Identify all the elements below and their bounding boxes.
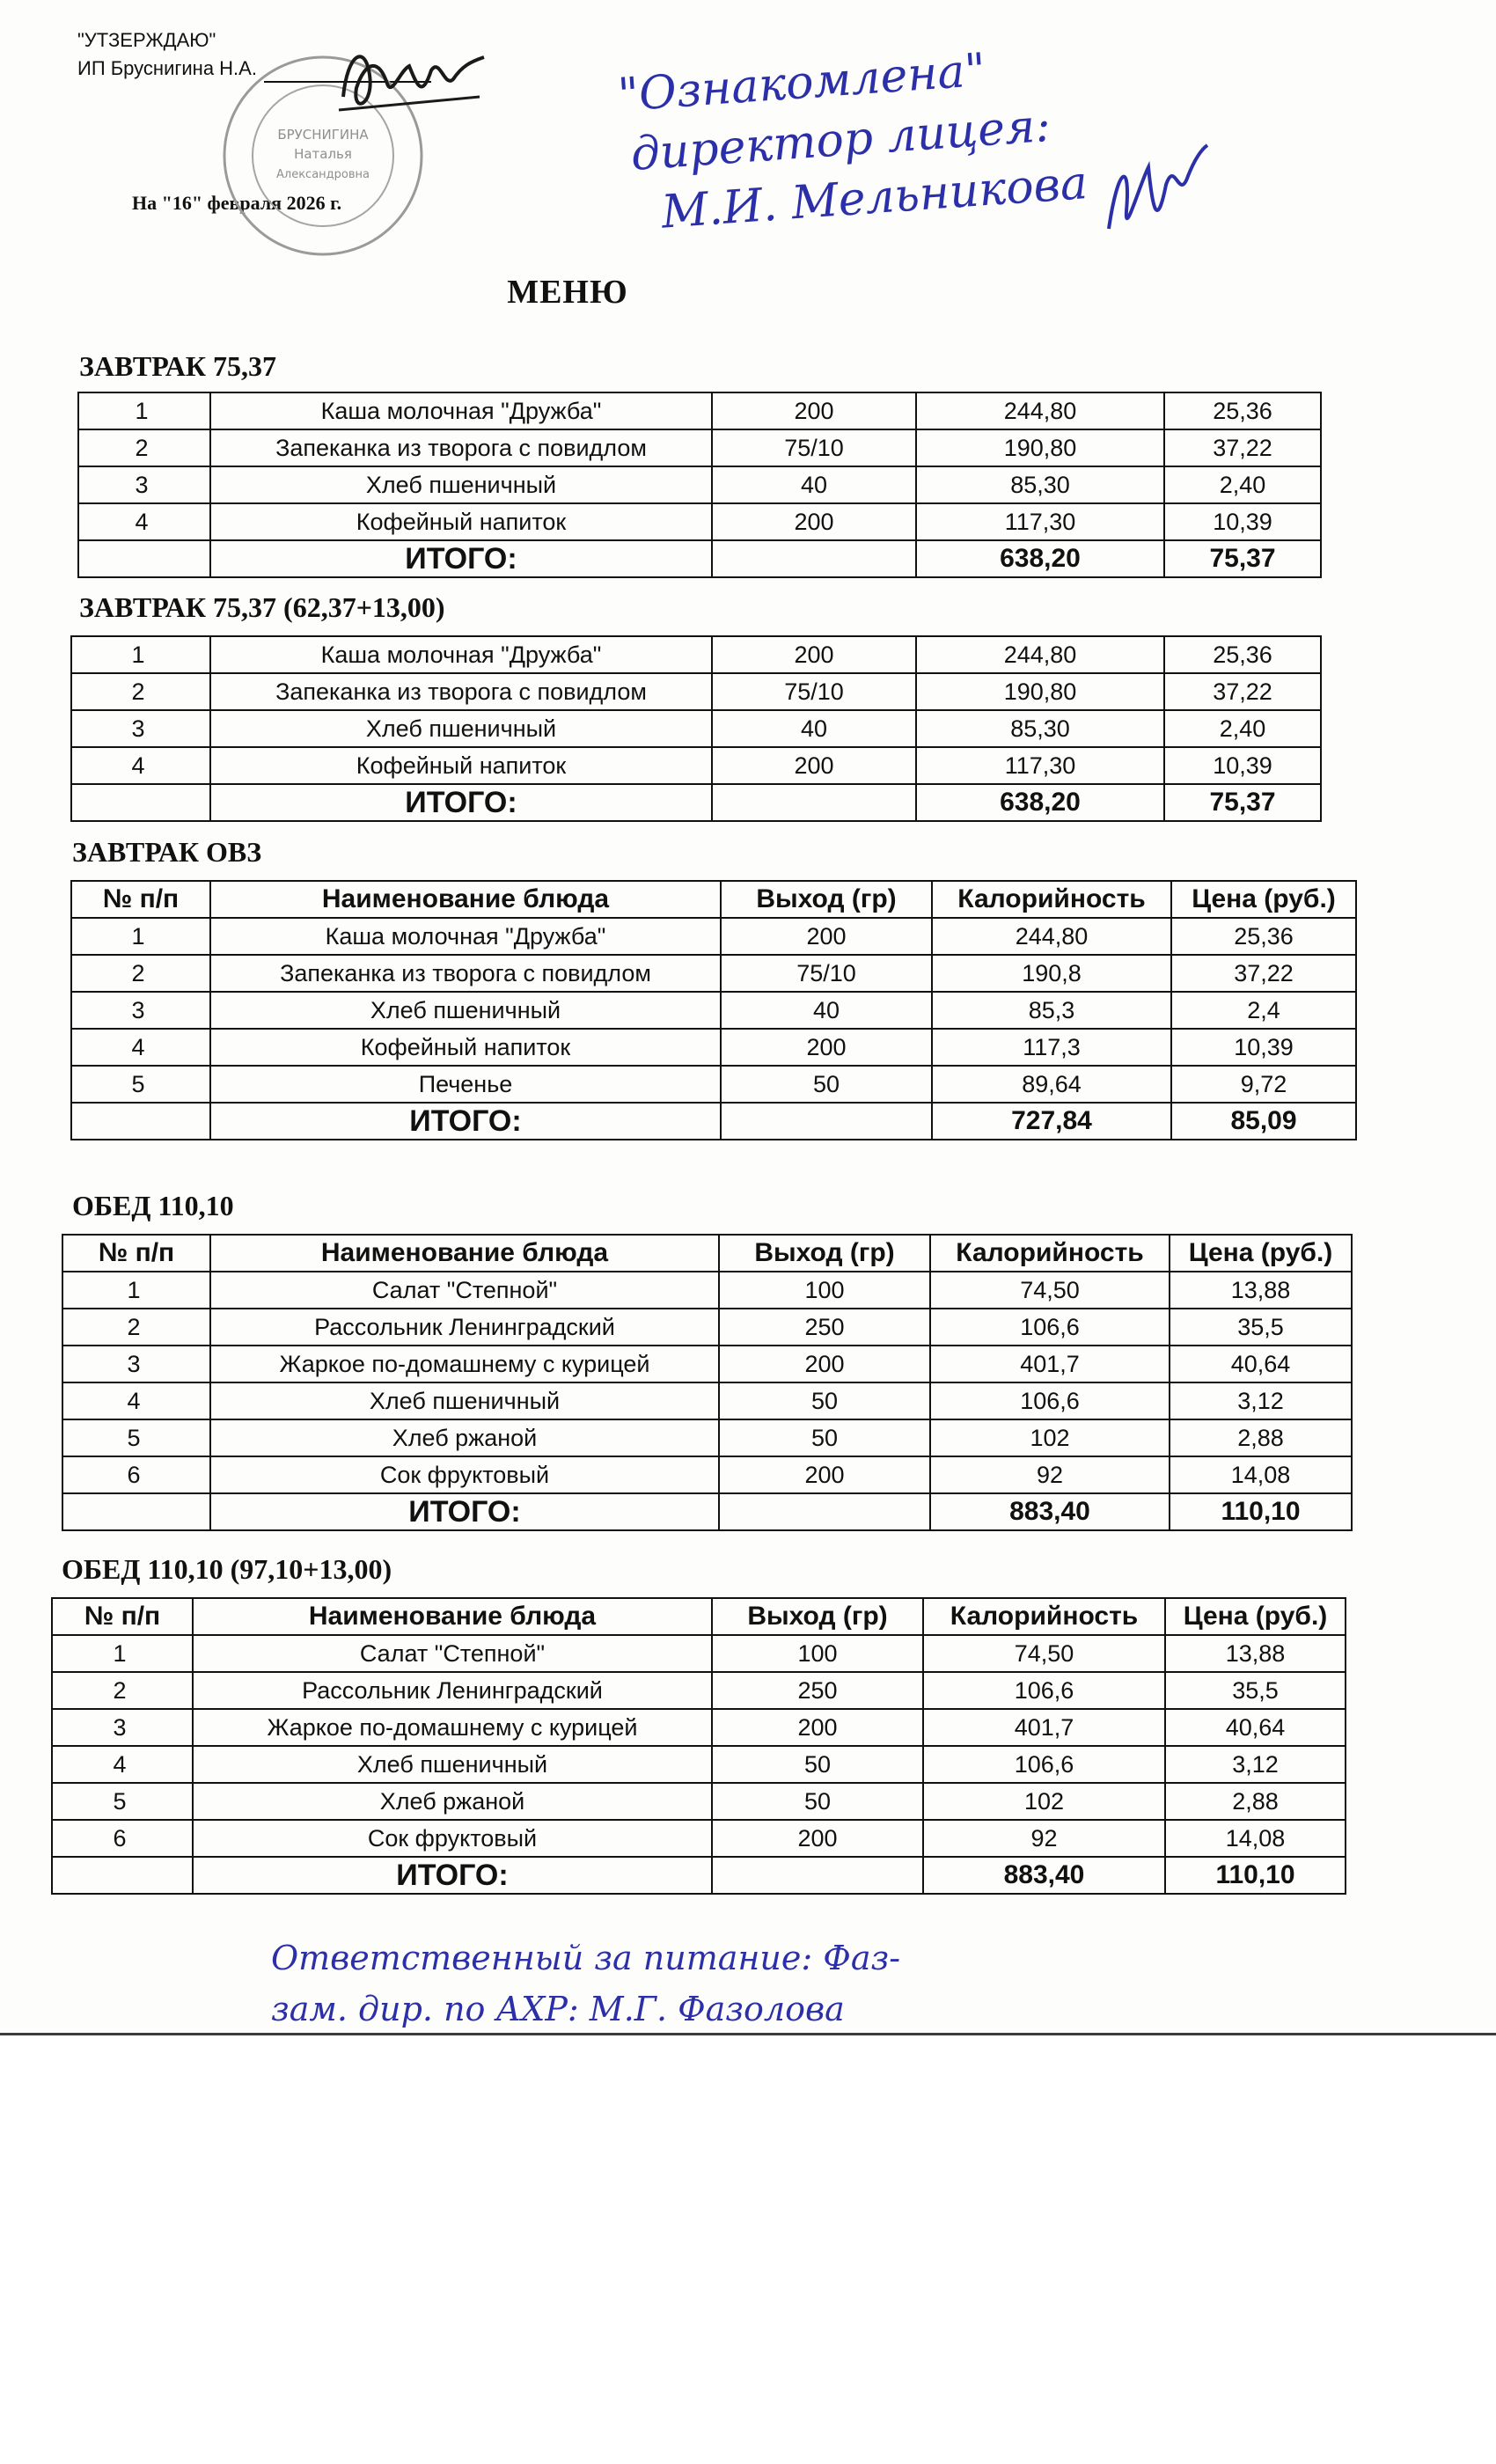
column-header-number: № п/п: [71, 881, 210, 918]
dish-price: 2,88: [1170, 1419, 1352, 1456]
dish-name: Каша молочная "Дружба": [210, 392, 712, 429]
dish-weight: 200: [712, 636, 916, 673]
dish-calories: 74,50: [930, 1272, 1170, 1309]
dish-name: Хлеб пшеничный: [210, 1382, 719, 1419]
dish-price: 14,08: [1165, 1820, 1346, 1857]
dish-price: 10,39: [1164, 747, 1321, 784]
handwritten-responsible-note: [271, 1932, 900, 2035]
dish-name: Каша молочная "Дружба": [210, 636, 712, 673]
total-empty-cell: [721, 1103, 932, 1140]
total-price: 75,37: [1164, 784, 1321, 821]
approval-heading: "УТЗЕРЖДАЮ": [77, 29, 216, 51]
dish-calories: 92: [923, 1820, 1165, 1857]
dish-price: 10,39: [1164, 503, 1321, 540]
dish-price: 35,5: [1165, 1672, 1346, 1709]
table-row: [62, 1382, 1352, 1419]
dish-price: 40,64: [1170, 1346, 1352, 1382]
table-row: [71, 955, 1356, 992]
dish-name: Салат "Степной": [193, 1635, 712, 1672]
table-row: [71, 710, 1321, 747]
dish-price: 25,36: [1164, 392, 1321, 429]
dish-name: Печенье: [210, 1066, 721, 1103]
dish-weight: 200: [712, 747, 916, 784]
dish-calories: 102: [930, 1419, 1170, 1456]
handwritten-line-1: "Ознакомлена": [616, 43, 988, 122]
table-row: [62, 1419, 1352, 1456]
table-row: [71, 1066, 1356, 1103]
table-row: [71, 918, 1356, 955]
row-number: 6: [52, 1820, 193, 1857]
dish-weight: 40: [712, 466, 916, 503]
column-header-weight: Выход (гр): [719, 1235, 930, 1272]
stamp-line-3: Александровна: [276, 168, 370, 181]
table-row: [52, 1783, 1346, 1820]
row-number: 4: [78, 503, 210, 540]
dish-price: 13,88: [1170, 1272, 1352, 1309]
table-row: [78, 503, 1321, 540]
row-number: 4: [71, 1029, 210, 1066]
table-row: [62, 1309, 1352, 1346]
dish-name: Хлеб пшеничный: [210, 992, 721, 1029]
menu-table: [51, 1597, 1346, 1895]
dish-weight: 50: [721, 1066, 932, 1103]
row-number: 4: [62, 1382, 210, 1419]
column-header-calories: Калорийность: [923, 1598, 1165, 1635]
dish-name: Кофейный напиток: [210, 503, 712, 540]
row-number: 2: [62, 1309, 210, 1346]
dish-price: 13,88: [1165, 1635, 1346, 1672]
dish-name: Хлеб ржаной: [210, 1419, 719, 1456]
table-row: [62, 1456, 1352, 1493]
total-empty-cell: [71, 1103, 210, 1140]
dish-weight: 200: [719, 1346, 930, 1382]
table-row: [62, 1272, 1352, 1309]
row-number: 6: [62, 1456, 210, 1493]
dish-price: 37,22: [1164, 673, 1321, 710]
dish-name: Хлеб пшеничный: [193, 1746, 712, 1783]
dish-weight: 200: [712, 392, 916, 429]
table-row: [71, 992, 1356, 1029]
dish-price: 14,08: [1170, 1456, 1352, 1493]
dish-calories: 89,64: [932, 1066, 1171, 1103]
dish-weight: 200: [712, 503, 916, 540]
dish-price: 10,39: [1171, 1029, 1356, 1066]
dish-name: Хлеб ржаной: [193, 1783, 712, 1820]
dish-calories: 102: [923, 1783, 1165, 1820]
dish-weight: 200: [712, 1709, 923, 1746]
section-heading: ЗАВТРАК ОВЗ: [72, 836, 262, 868]
column-header-weight: Выход (гр): [712, 1598, 923, 1635]
section-heading: ЗАВТРАК 75,37: [79, 350, 277, 382]
total-label: ИТОГО:: [210, 784, 712, 821]
table-row: [52, 1746, 1346, 1783]
table-row: [62, 1346, 1352, 1382]
table-row: [52, 1709, 1346, 1746]
dish-name: Рассольник Ленинградский: [210, 1309, 719, 1346]
total-empty-cell: [78, 540, 210, 577]
dish-weight: 50: [719, 1382, 930, 1419]
section-heading: ЗАВТРАК 75,37 (62,37+13,00): [79, 591, 445, 623]
total-price: 85,09: [1171, 1103, 1356, 1140]
dish-name: Хлеб пшеничный: [210, 466, 712, 503]
column-header-price: Цена (руб.): [1165, 1598, 1346, 1635]
row-number: 4: [71, 747, 210, 784]
row-number: 3: [62, 1346, 210, 1382]
dish-calories: 106,6: [930, 1382, 1170, 1419]
dish-weight: 50: [712, 1746, 923, 1783]
table-row: [78, 429, 1321, 466]
dish-calories: 106,6: [923, 1746, 1165, 1783]
total-row: [78, 540, 1321, 577]
dish-calories: 244,80: [916, 636, 1164, 673]
dish-price: 37,22: [1171, 955, 1356, 992]
row-number: 2: [78, 429, 210, 466]
dish-weight: 75/10: [712, 429, 916, 466]
row-number: 3: [71, 992, 210, 1029]
dish-calories: 117,30: [916, 503, 1164, 540]
menu-table: [62, 1234, 1353, 1531]
row-number: 1: [71, 636, 210, 673]
dish-weight: 250: [712, 1672, 923, 1709]
dish-price: 40,64: [1165, 1709, 1346, 1746]
dish-weight: 200: [721, 918, 932, 955]
handwritten-line-3: М.И. Мельникова: [659, 157, 1089, 239]
row-number: 2: [71, 673, 210, 710]
dish-calories: 244,80: [932, 918, 1171, 955]
total-calories: 638,20: [916, 540, 1164, 577]
total-empty-cell: [712, 540, 916, 577]
dish-weight: 250: [719, 1309, 930, 1346]
dish-name: Жаркое по-домашнему с курицей: [193, 1709, 712, 1746]
column-header-number: № п/п: [52, 1598, 193, 1635]
dish-calories: 117,30: [916, 747, 1164, 784]
handwritten-bottom-line-2: зам. дир. по АХР: М.Г. Фазолова: [271, 1990, 845, 2028]
dish-calories: 401,7: [930, 1346, 1170, 1382]
total-row: [52, 1857, 1346, 1894]
column-header-number: № п/п: [62, 1235, 210, 1272]
dish-weight: 200: [712, 1820, 923, 1857]
dish-price: 3,12: [1165, 1746, 1346, 1783]
dish-price: 2,88: [1165, 1783, 1346, 1820]
dish-calories: 85,3: [932, 992, 1171, 1029]
total-calories: 727,84: [932, 1103, 1171, 1140]
dish-calories: 92: [930, 1456, 1170, 1493]
dish-weight: 50: [712, 1783, 923, 1820]
dish-price: 2,4: [1171, 992, 1356, 1029]
dish-weight: 75/10: [712, 673, 916, 710]
column-header-price: Цена (руб.): [1170, 1235, 1352, 1272]
row-number: 1: [52, 1635, 193, 1672]
dish-weight: 75/10: [721, 955, 932, 992]
table-row: [52, 1672, 1346, 1709]
row-number: 3: [52, 1709, 193, 1746]
table-header-row: [52, 1598, 1346, 1635]
approval-person: ИП Бруснигина Н.А.: [77, 57, 257, 79]
dish-name: Рассольник Ленинградский: [193, 1672, 712, 1709]
table-header-row: [71, 881, 1356, 918]
dish-weight: 40: [712, 710, 916, 747]
total-empty-cell: [52, 1857, 193, 1894]
row-number: 1: [71, 918, 210, 955]
menu-table: [70, 635, 1322, 822]
stamp-line-2: Наталья: [294, 146, 352, 162]
total-label: ИТОГО:: [210, 540, 712, 577]
dish-calories: 401,7: [923, 1709, 1165, 1746]
menu-table: [70, 880, 1357, 1140]
row-number: 1: [78, 392, 210, 429]
dish-name: Запеканка из творога с повидлом: [210, 429, 712, 466]
dish-price: 25,36: [1171, 918, 1356, 955]
dish-weight: 40: [721, 992, 932, 1029]
dish-price: 2,40: [1164, 710, 1321, 747]
menu-table: [77, 392, 1322, 578]
dish-calories: 74,50: [923, 1635, 1165, 1672]
handwritten-bottom-line-1: Ответственный за питание: Фаз-: [271, 1939, 901, 1977]
dish-calories: 106,6: [930, 1309, 1170, 1346]
total-calories: 883,40: [923, 1857, 1165, 1894]
dish-price: 2,40: [1164, 466, 1321, 503]
dish-calories: 117,3: [932, 1029, 1171, 1066]
dish-name: Сок фруктовый: [193, 1820, 712, 1857]
dish-calories: 106,6: [923, 1672, 1165, 1709]
total-empty-cell: [62, 1493, 210, 1530]
total-empty-cell: [712, 1857, 923, 1894]
dish-name: Кофейный напиток: [210, 747, 712, 784]
total-row: [71, 784, 1321, 821]
dish-name: Каша молочная "Дружба": [210, 918, 721, 955]
table-row: [52, 1635, 1346, 1672]
row-number: 2: [52, 1672, 193, 1709]
dish-price: 9,72: [1171, 1066, 1356, 1103]
dish-weight: 50: [719, 1419, 930, 1456]
total-empty-cell: [71, 784, 210, 821]
dish-price: 3,12: [1170, 1382, 1352, 1419]
dish-name: Запеканка из творога с повидлом: [210, 673, 712, 710]
total-empty-cell: [712, 784, 916, 821]
total-price: 110,10: [1165, 1857, 1346, 1894]
handwritten-line-2: директор лицея:: [628, 99, 1052, 181]
dish-name: Салат "Степной": [210, 1272, 719, 1309]
dish-name: Жаркое по-домашнему с курицей: [210, 1346, 719, 1382]
dish-price: 35,5: [1170, 1309, 1352, 1346]
section-heading: ОБЕД 110,10 (97,10+13,00): [62, 1553, 392, 1585]
dish-calories: 85,30: [916, 466, 1164, 503]
dish-name: Запеканка из творога с повидлом: [210, 955, 721, 992]
dish-weight: 100: [712, 1635, 923, 1672]
dish-price: 37,22: [1164, 429, 1321, 466]
section-heading: ОБЕД 110,10: [72, 1190, 234, 1221]
row-number: 5: [71, 1066, 210, 1103]
row-number: 2: [71, 955, 210, 992]
handwritten-acknowledgement: [616, 33, 1089, 245]
row-number: 3: [78, 466, 210, 503]
column-header-price: Цена (руб.): [1171, 881, 1356, 918]
table-row: [71, 1029, 1356, 1066]
table-header-row: [62, 1235, 1352, 1272]
director-signature: [1091, 132, 1214, 255]
total-row: [62, 1493, 1352, 1530]
dish-weight: 100: [719, 1272, 930, 1309]
dish-calories: 190,80: [916, 673, 1164, 710]
table-row: [71, 747, 1321, 784]
total-label: ИТОГО:: [210, 1493, 719, 1530]
column-header-weight: Выход (гр): [721, 881, 932, 918]
dish-name: Кофейный напиток: [210, 1029, 721, 1066]
total-empty-cell: [719, 1493, 930, 1530]
dish-calories: 190,8: [932, 955, 1171, 992]
total-row: [71, 1103, 1356, 1140]
column-header-calories: Калорийность: [932, 881, 1171, 918]
dish-calories: 244,80: [916, 392, 1164, 429]
page-title: МЕНЮ: [507, 274, 628, 311]
column-header-dish: Наименование блюда: [193, 1598, 712, 1635]
row-number: 3: [71, 710, 210, 747]
dish-name: Хлеб пшеничный: [210, 710, 712, 747]
total-label: ИТОГО:: [193, 1857, 712, 1894]
total-calories: 883,40: [930, 1493, 1170, 1530]
dish-weight: 200: [721, 1029, 932, 1066]
dish-name: Сок фруктовый: [210, 1456, 719, 1493]
total-price: 75,37: [1164, 540, 1321, 577]
table-row: [78, 466, 1321, 503]
table-row: [71, 673, 1321, 710]
total-label: ИТОГО:: [210, 1103, 721, 1140]
total-calories: 638,20: [916, 784, 1164, 821]
column-header-dish: Наименование блюда: [210, 1235, 719, 1272]
table-row: [78, 392, 1321, 429]
row-number: 1: [62, 1272, 210, 1309]
stamp-line-1: БРУСНИГИНА: [277, 127, 369, 143]
dish-price: 25,36: [1164, 636, 1321, 673]
dish-weight: 200: [719, 1456, 930, 1493]
table-row: [52, 1820, 1346, 1857]
table-row: [71, 636, 1321, 673]
total-price: 110,10: [1170, 1493, 1352, 1530]
dish-calories: 190,80: [916, 429, 1164, 466]
row-number: 5: [62, 1419, 210, 1456]
column-header-dish: Наименование блюда: [210, 881, 721, 918]
row-number: 5: [52, 1783, 193, 1820]
row-number: 4: [52, 1746, 193, 1783]
approval-date: На "16" февраля 2026 г.: [132, 192, 342, 214]
column-header-calories: Калорийность: [930, 1235, 1170, 1272]
dish-calories: 85,30: [916, 710, 1164, 747]
approver-signature: [326, 35, 493, 123]
